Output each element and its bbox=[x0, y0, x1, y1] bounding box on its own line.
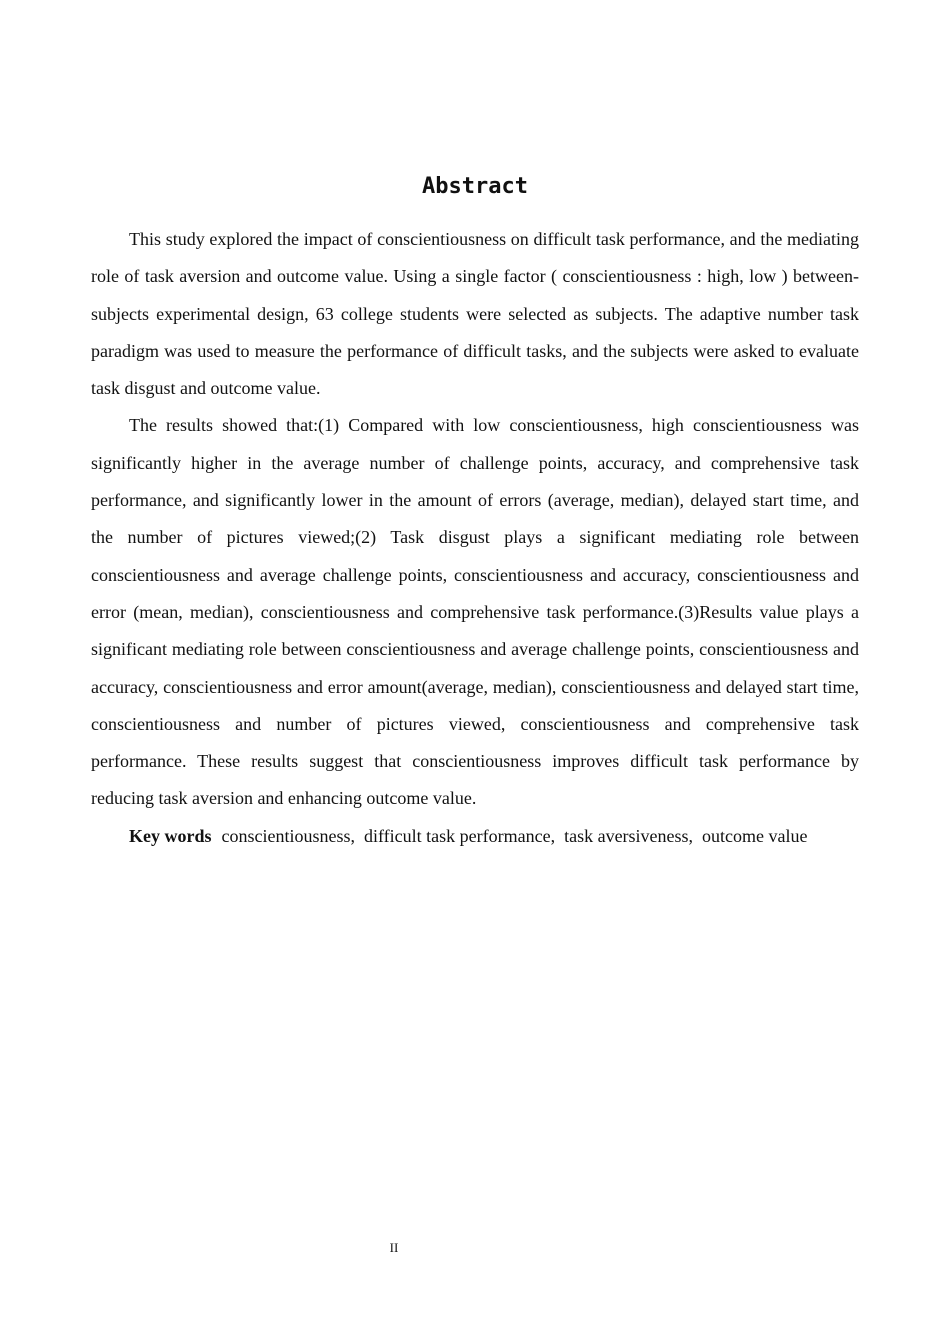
keyword-item: conscientiousness, bbox=[221, 825, 355, 846]
keyword-item: task aversiveness, bbox=[564, 825, 694, 846]
abstract-body bbox=[91, 221, 859, 855]
page-number: II bbox=[389, 1240, 399, 1255]
abstract-title: Abstract bbox=[422, 174, 528, 199]
abstract-paragraph-2: The results showed that:(1) Compared with low conscientiousness, high conscientiousness was significantly higher in the average number of challenge points, accuracy, and comprehensive task performance, and significantly lower in the amount of errors (average, median), delayed start time, and the number of pictures viewed;(2) Task disgust plays a significant mediating role between conscientiousness and average challenge points, conscientiousness and accuracy, conscientiousness and error (mean, median), conscientiousness and comprehensive task performance.(3)Results value plays a significant mediating role between conscientiousness and average challenge points, conscientiousness and accuracy, conscientiousness and error amount(average, median), conscientiousness and delayed start time, conscientiousness and number of pictures viewed, conscientiousness and comprehensive task performance. These results suggest that conscientiousness improves difficult task performance by reducing task aversion and enhancing outcome value. bbox=[91, 415, 859, 809]
abstract-paragraph-1: This study explored the impact of conscientiousness on difficult task performance, and the mediating role of task aversion and outcome value. Using a single factor ( conscientiousness : high, low ) between-subjects experimental design, 63 college students were selected as subjects. The adaptive number task paradigm was used to measure the performance of difficult tasks, and the subjects were asked to evaluate task disgust and outcome value. bbox=[91, 229, 859, 399]
keyword-item: outcome value bbox=[702, 825, 808, 846]
keyword-item: difficult task performance, bbox=[363, 825, 556, 846]
keywords-line bbox=[91, 818, 859, 855]
keywords-label: Key words bbox=[129, 825, 212, 846]
